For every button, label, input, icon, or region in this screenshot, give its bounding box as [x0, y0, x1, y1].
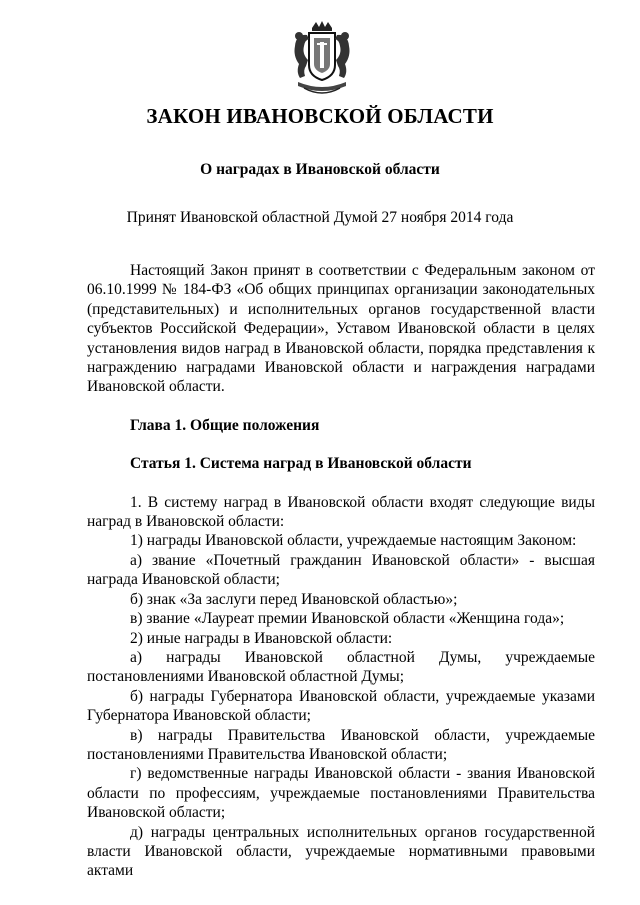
- document-body: [87, 261, 595, 881]
- body-paragraph: б) знак «За заслуги перед Ивановской областью»;: [130, 590, 458, 608]
- chapter-heading: Глава 1. Общие положения: [130, 416, 320, 434]
- body-paragraph: г) ведомственные награды Ивановской области - звания Ивановской области по профессиям, учреждаемые постановлениями Правительства Ивановской области;: [87, 765, 595, 822]
- body-paragraph: а) награды Ивановской областной Думы, учреждаемые постановлениями Ивановской областной Думы;: [87, 648, 595, 686]
- preamble-paragraph: Настоящий Закон принят в соответствии с Федеральным законом от 06.10.1999 № 184-ФЗ «Об общих принципах организации законодательных (представительных) и исполнительных органов государственной власти субъектов Российской Федерации», Уставом Ивановской области в целях установления видов наград в Ивановской области, порядка представления к награждению наградами Ивановской области и награждения наградами Ивановской области.: [87, 262, 595, 396]
- body-paragraph: 1) награды Ивановской области, учреждаемые настоящим Законом:: [130, 532, 577, 550]
- adoption-note: Принят Ивановской областной Думой 27 ноября 2014 года: [126, 209, 514, 226]
- body-paragraph: д) награды центральных исполнительных органов государственной власти Ивановской области, учреждаемые нормативными правовыми актами: [87, 823, 595, 880]
- coat-of-arms-emblem: [290, 20, 354, 98]
- law-subtitle: О наградах в Ивановской области: [200, 161, 440, 178]
- body-paragraph: а) звание «Почетный гражданин Ивановской области» - высшая награда Ивановской области;: [87, 551, 595, 589]
- body-paragraph: 1. В систему наград в Ивановской области входят следующие виды наград в Ивановской области:: [87, 493, 595, 531]
- body-paragraph: в) награды Правительства Ивановской области, учреждаемые постановлениями Правительства Ивановской области;: [87, 726, 595, 763]
- body-paragraph: 2) иные награды в Ивановской области:: [130, 629, 393, 647]
- body-paragraph: б) награды Губернатора Ивановской области, учреждаемые указами Губернатора Ивановской области;: [87, 687, 595, 725]
- law-title: ЗАКОН ИВАНОВСКОЙ ОБЛАСТИ: [146, 104, 494, 128]
- article-heading: Статья 1. Система наград в Ивановской области: [130, 455, 472, 473]
- body-paragraph: в) звание «Лауреат премии Ивановской области «Женщина года»;: [130, 610, 565, 628]
